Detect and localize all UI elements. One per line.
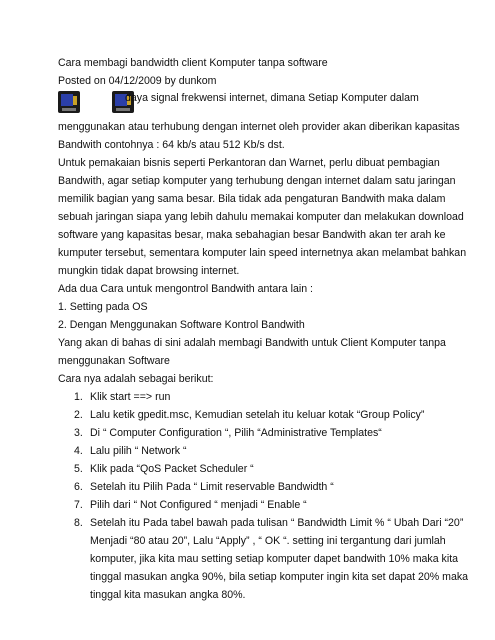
list-item-continuation: tinggal masukan angka 90%, bila setiap komputer ingin kita set dapat 20% maka — [90, 571, 469, 583]
intro-line: menggunakan atau terhubung dengan internet oleh provider akan diberikan kapasitas — [58, 121, 460, 133]
article-title: Cara membagi bandwidth client Komputer tanpa software — [58, 57, 328, 69]
list-item: Setelah itu Pada tabel bawah pada tulisan “ Bandwidth Limit % “ Ubah Dari “20” — [90, 517, 464, 529]
list-item: Klik pada “QoS Packet Scheduler “ — [90, 463, 254, 475]
list-number: 2. — [74, 409, 83, 421]
list-number: 5. — [74, 463, 83, 475]
paragraph-line: Ada dua Cara untuk mengontrol Bandwith antara lain : — [58, 283, 314, 295]
list-item-continuation: tinggal kita masukan angka 80%. — [90, 589, 246, 601]
paragraph-line: memilik bagian yang sama besar. Bila tidak ada pengaturan Bandwith maka dalam — [58, 193, 446, 205]
computer-icon — [58, 91, 80, 113]
list-number: 6. — [74, 481, 83, 493]
paragraph-line: Bandwith, agar setiap komputer yang terhubung dengan internet dalam satu jaringan — [58, 175, 456, 187]
intro-line: daya signal frekwensi internet, dimana Setiap Komputer dalam — [125, 92, 419, 104]
list-item: Di “ Computer Configuration “, Pilih “Administrative Templates“ — [90, 427, 382, 439]
paragraph-line: mungkin tidak dapat browsing internet. — [58, 265, 240, 277]
list-item: 1. Setting pada OS — [58, 301, 148, 313]
list-item-continuation: komputer, jika kita mau setting setiap komputer dapet bandwith 10% maka kita — [90, 553, 459, 565]
list-item: Lalu pilih “ Network “ — [90, 445, 187, 457]
paragraph-line: Yang akan di bahas di sini adalah membagi Bandwith untuk Client Komputer tanpa — [58, 337, 446, 349]
paragraph-line: software yang kapasitas besar, maka sebahagian besar Bandwith akan ter arah ke — [58, 229, 446, 241]
list-item: Lalu ketik gpedit.msc, Kemudian setelah itu keluar kotak “Group Policy” — [90, 409, 425, 421]
list-item: Klik start ==> run — [90, 391, 171, 403]
list-item: Pilih dari “ Not Configured “ menjadi “ Enable “ — [90, 499, 307, 511]
post-meta: Posted on 04/12/2009 by dunkom — [58, 75, 217, 87]
paragraph-line: sebuah jaringan siapa yang lebih dahulu memakai komputer dan melakukan download — [58, 211, 464, 223]
list-item: Setelah itu Pilih Pada “ Limit reservable Bandwidth “ — [90, 481, 334, 493]
paragraph-line: kumputer tersebut, sementara komputer lain speed internetnya akan melambat bahkan — [58, 247, 467, 259]
list-item-continuation: Menjadi “80 atau 20”, Lalu “Apply” , “ OK “. setting ini tergantung dari jumlah — [90, 535, 446, 547]
list-number: 7. — [74, 499, 83, 511]
paragraph-line: menggunakan Software — [58, 355, 170, 367]
paragraph-line: Untuk pemakaian bisnis seperti Perkantoran dan Warnet, perlu dibuat pembagian — [58, 157, 440, 169]
list-number: 8. — [74, 517, 83, 529]
list-number: 4. — [74, 445, 83, 457]
list-item: 2. Dengan Menggunakan Software Kontrol Bandwith — [58, 319, 305, 331]
list-number: 3. — [74, 427, 83, 439]
paragraph-line: Cara nya adalah sebagai berikut: — [58, 373, 214, 385]
intro-line: Bandwith contohnya : 64 kb/s atau 512 Kb/s dst. — [58, 139, 285, 151]
list-number: 1. — [74, 391, 83, 403]
